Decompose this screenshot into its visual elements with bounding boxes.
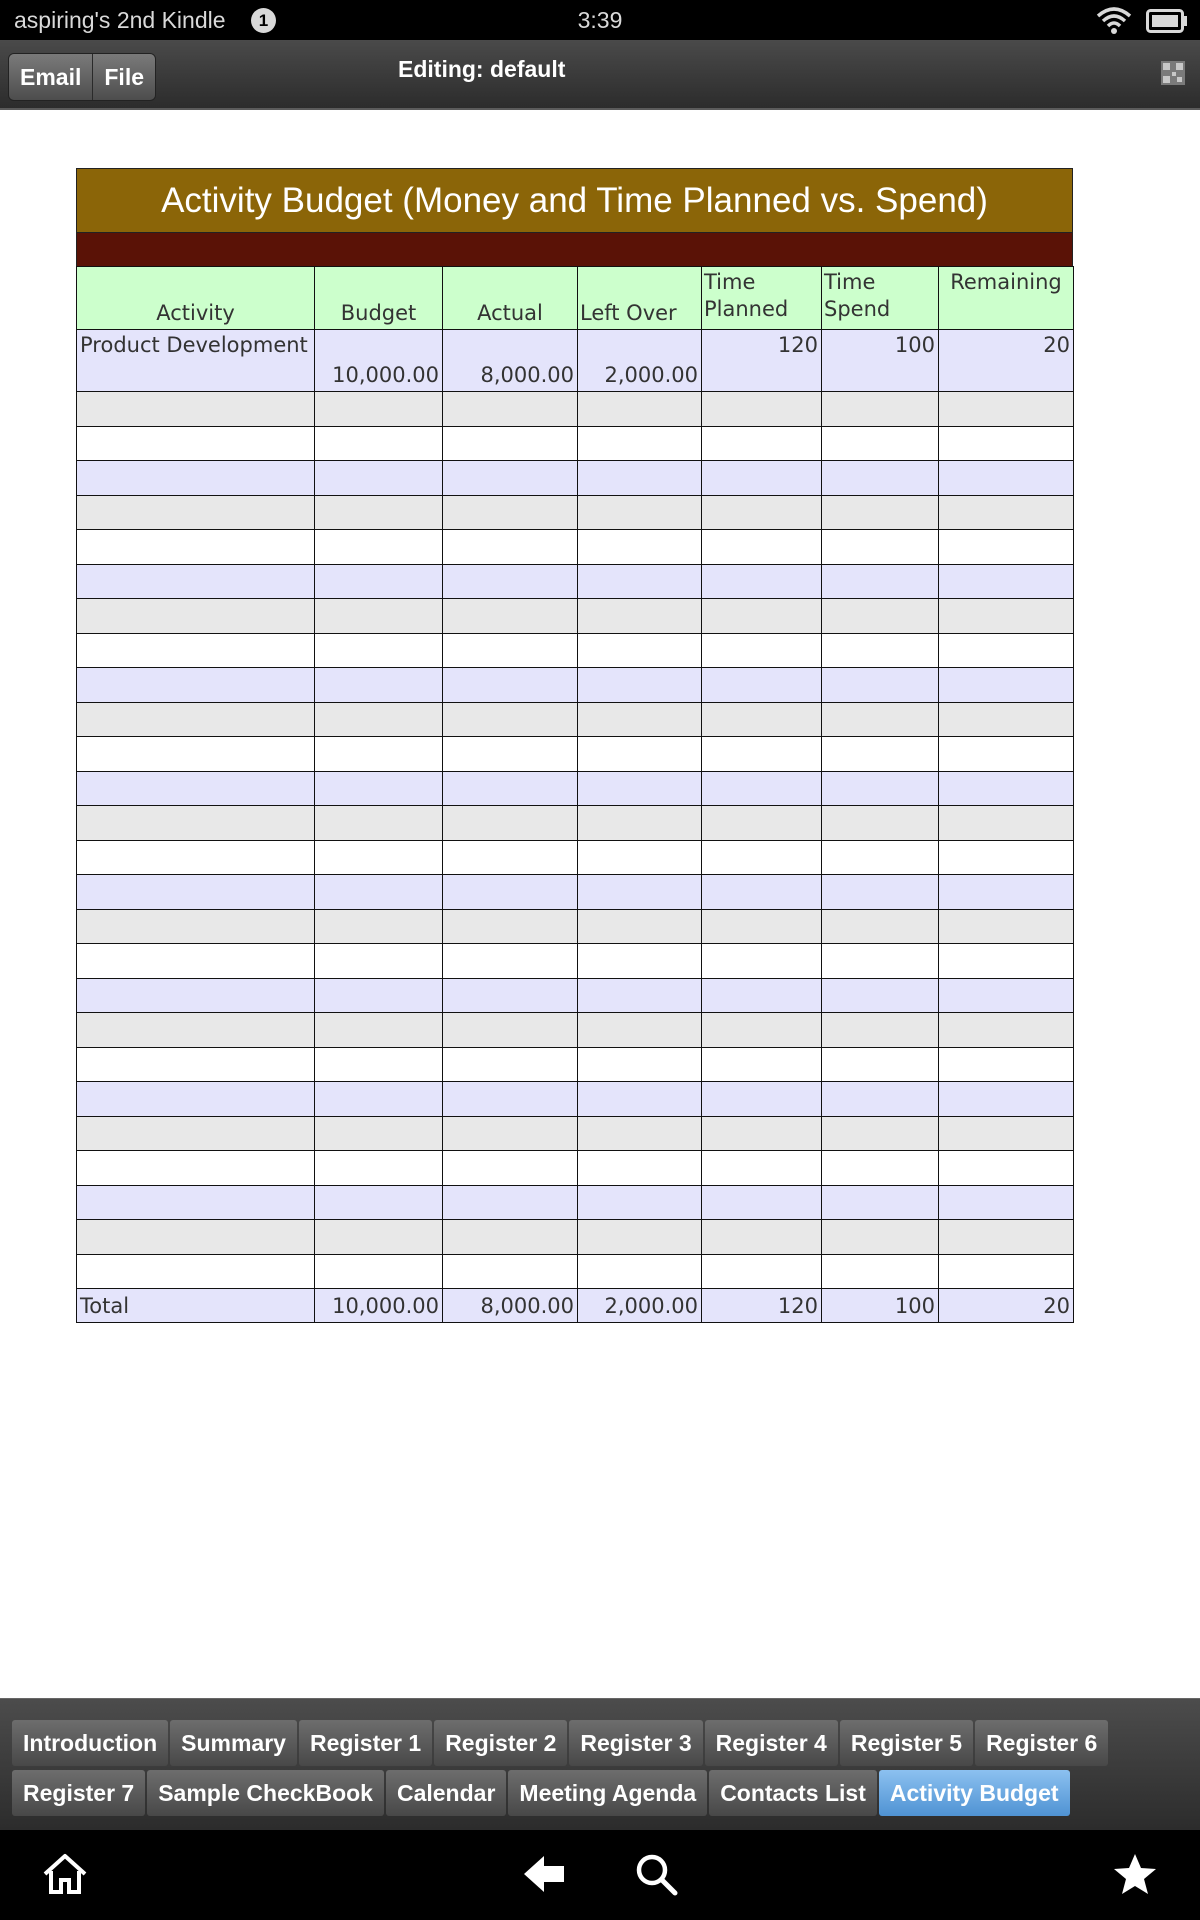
table-cell[interactable] [443, 1047, 578, 1082]
table-row [77, 599, 1074, 634]
table-cell[interactable] [443, 840, 578, 875]
table-cell[interactable] [315, 1185, 443, 1220]
search-icon[interactable] [634, 1852, 678, 1900]
table-cell[interactable] [315, 1220, 443, 1255]
table-cell[interactable] [443, 737, 578, 772]
table-cell[interactable] [77, 461, 315, 496]
table-cell[interactable] [939, 875, 1074, 910]
table-cell[interactable] [822, 771, 939, 806]
table-cell[interactable] [443, 944, 578, 979]
table-cell[interactable] [443, 1151, 578, 1186]
table-cell[interactable] [939, 806, 1074, 841]
table-cell[interactable] [702, 702, 822, 737]
table-cell[interactable] [939, 564, 1074, 599]
table-cell[interactable] [578, 806, 702, 841]
table-cell[interactable] [77, 944, 315, 979]
table-cell[interactable] [77, 840, 315, 875]
table-cell[interactable] [702, 909, 822, 944]
table-cell[interactable] [315, 461, 443, 496]
table-cell[interactable] [702, 495, 822, 530]
table-cell[interactable] [702, 771, 822, 806]
table-cell[interactable] [443, 633, 578, 668]
table-cell[interactable] [315, 737, 443, 772]
table-cell[interactable] [578, 1185, 702, 1220]
table-cell[interactable] [77, 599, 315, 634]
table-cell[interactable] [77, 1013, 315, 1048]
table-cell[interactable] [77, 495, 315, 530]
table-cell[interactable] [578, 633, 702, 668]
table-cell[interactable] [77, 737, 315, 772]
table-cell[interactable] [578, 668, 702, 703]
table-cell[interactable] [315, 1151, 443, 1186]
table-cell[interactable] [315, 1013, 443, 1048]
table-cell[interactable] [315, 909, 443, 944]
table-cell[interactable] [702, 1013, 822, 1048]
table-cell[interactable] [443, 1220, 578, 1255]
table-cell[interactable] [443, 426, 578, 461]
table-row [77, 461, 1074, 496]
sheet-tab[interactable]: Contacts List [709, 1770, 877, 1816]
table-cell[interactable]: Product Development [77, 330, 315, 392]
table-row [77, 668, 1074, 703]
table-cell[interactable] [578, 599, 702, 634]
column-header[interactable]: Budget [315, 267, 443, 330]
table-cell[interactable] [77, 1047, 315, 1082]
table-cell[interactable] [939, 1185, 1074, 1220]
table-cell[interactable] [939, 426, 1074, 461]
table-cell[interactable] [315, 495, 443, 530]
table-cell[interactable] [939, 737, 1074, 772]
table-cell[interactable] [939, 461, 1074, 496]
table-cell[interactable] [822, 564, 939, 599]
table-cell[interactable] [702, 530, 822, 565]
table-cell[interactable] [822, 1254, 939, 1289]
device-name: aspiring's 2nd Kindle [14, 7, 226, 33]
table-cell[interactable] [443, 564, 578, 599]
sheet-tab[interactable]: Summary [170, 1720, 297, 1766]
table-cell[interactable] [822, 1013, 939, 1048]
table-cell[interactable] [578, 1151, 702, 1186]
table-cell[interactable] [315, 530, 443, 565]
table-cell[interactable] [77, 1220, 315, 1255]
table-cell[interactable] [822, 530, 939, 565]
table-cell[interactable] [939, 771, 1074, 806]
table-cell[interactable] [443, 1185, 578, 1220]
table-row [77, 1151, 1074, 1186]
table-cell[interactable] [822, 599, 939, 634]
table-cell[interactable] [702, 668, 822, 703]
table-cell[interactable] [443, 1082, 578, 1117]
table-row [77, 944, 1074, 979]
table-cell[interactable] [822, 875, 939, 910]
table-cell[interactable] [315, 1116, 443, 1151]
sheet-tab[interactable]: Meeting Agenda [508, 1770, 707, 1816]
column-header[interactable]: Actual [443, 267, 578, 330]
budget-table [76, 266, 1074, 1323]
table-cell[interactable] [443, 1013, 578, 1048]
table-cell[interactable] [702, 737, 822, 772]
table-cell[interactable] [822, 1185, 939, 1220]
table-cell[interactable] [702, 633, 822, 668]
sheet-tab-bar [0, 1698, 1200, 1830]
table-row [77, 633, 1074, 668]
table-row [77, 495, 1074, 530]
table-cell[interactable] [822, 1047, 939, 1082]
table-header-row [77, 267, 1074, 330]
sheet-tab[interactable]: Calendar [386, 1770, 506, 1816]
table-cell[interactable] [578, 564, 702, 599]
table-row [77, 909, 1074, 944]
table-cell[interactable] [702, 978, 822, 1013]
table-cell[interactable] [578, 909, 702, 944]
table-cell[interactable] [77, 1116, 315, 1151]
table-row [77, 771, 1074, 806]
table-cell[interactable] [822, 1082, 939, 1117]
table-cell[interactable] [578, 1082, 702, 1117]
table-cell[interactable] [939, 1220, 1074, 1255]
table-row [77, 840, 1074, 875]
favorites-icon[interactable] [1112, 1852, 1158, 1900]
table-cell[interactable] [939, 392, 1074, 427]
table-cell[interactable] [443, 668, 578, 703]
tab-row [12, 1720, 1110, 1766]
back-icon[interactable] [522, 1852, 568, 1900]
table-cell[interactable] [578, 1047, 702, 1082]
table-cell[interactable]: 120 [702, 1289, 822, 1323]
table-cell[interactable] [702, 1185, 822, 1220]
table-cell[interactable] [77, 530, 315, 565]
title-bar [0, 40, 1200, 110]
column-header[interactable]: Remaining [939, 267, 1074, 330]
table-row [77, 737, 1074, 772]
table-cell[interactable] [443, 909, 578, 944]
table-cell[interactable] [315, 806, 443, 841]
table-cell[interactable] [77, 633, 315, 668]
table-cell[interactable] [702, 461, 822, 496]
table-cell[interactable] [702, 1116, 822, 1151]
table-cell[interactable] [578, 392, 702, 427]
table-cell[interactable] [822, 495, 939, 530]
table-cell[interactable] [315, 599, 443, 634]
table-cell[interactable] [443, 599, 578, 634]
table-row [77, 1116, 1074, 1151]
table-cell[interactable]: 8,000.00 [443, 1289, 578, 1323]
table-cell[interactable]: 2,000.00 [578, 330, 702, 392]
table-cell[interactable] [578, 702, 702, 737]
table-row [77, 1047, 1074, 1082]
table-cell[interactable]: Total [77, 1289, 315, 1323]
table-cell[interactable]: 2,000.00 [578, 1289, 702, 1323]
table-row [77, 564, 1074, 599]
table-cell[interactable] [939, 633, 1074, 668]
table-cell[interactable] [578, 495, 702, 530]
table-cell[interactable] [315, 392, 443, 427]
table-cell[interactable] [315, 944, 443, 979]
table-cell[interactable] [822, 944, 939, 979]
table-cell[interactable] [443, 1254, 578, 1289]
table-cell[interactable] [443, 1116, 578, 1151]
table-cell[interactable] [822, 978, 939, 1013]
table-row [77, 1082, 1074, 1117]
table-cell[interactable] [702, 840, 822, 875]
table-cell[interactable] [578, 1254, 702, 1289]
table-cell[interactable] [822, 737, 939, 772]
sheet-tab[interactable]: Sample CheckBook [147, 1770, 384, 1816]
table-cell[interactable] [939, 599, 1074, 634]
spreadsheet [76, 168, 1073, 1323]
table-cell[interactable] [77, 978, 315, 1013]
qr-code-icon[interactable] [1160, 60, 1186, 90]
notification-badge[interactable]: 1 [251, 8, 276, 33]
table-cell[interactable] [578, 426, 702, 461]
table-cell[interactable] [939, 1116, 1074, 1151]
table-cell[interactable] [77, 1082, 315, 1117]
table-cell[interactable] [822, 426, 939, 461]
table-cell[interactable]: 10,000.00 [315, 1289, 443, 1323]
table-cell[interactable] [315, 840, 443, 875]
table-cell[interactable] [702, 1082, 822, 1117]
table-cell[interactable] [939, 702, 1074, 737]
table-cell[interactable] [443, 461, 578, 496]
table-cell[interactable] [939, 840, 1074, 875]
column-header[interactable]: Time Spend [822, 267, 939, 330]
table-cell[interactable] [443, 530, 578, 565]
table-cell[interactable] [702, 564, 822, 599]
table-row [77, 978, 1074, 1013]
table-cell[interactable] [77, 392, 315, 427]
table-cell[interactable] [702, 392, 822, 427]
sheet-tab[interactable]: Register 3 [569, 1720, 702, 1766]
table-cell[interactable] [315, 426, 443, 461]
table-cell[interactable] [578, 875, 702, 910]
sheet-tab[interactable]: Activity Budget [879, 1770, 1070, 1816]
table-cell[interactable] [578, 1116, 702, 1151]
table-cell[interactable] [822, 461, 939, 496]
table-cell[interactable] [822, 633, 939, 668]
wifi-icon [1096, 6, 1132, 39]
table-cell[interactable] [443, 771, 578, 806]
table-cell[interactable] [77, 909, 315, 944]
table-cell[interactable] [939, 1151, 1074, 1186]
sheet-tab[interactable]: Register 2 [434, 1720, 567, 1766]
table-cell[interactable] [77, 1185, 315, 1220]
table-cell[interactable]: 8,000.00 [443, 330, 578, 392]
table-cell[interactable] [822, 392, 939, 427]
table-cell[interactable] [578, 530, 702, 565]
table-cell[interactable] [578, 1220, 702, 1255]
table-row [77, 1013, 1074, 1048]
table-cell[interactable] [77, 564, 315, 599]
table-cell[interactable] [77, 771, 315, 806]
table-cell[interactable] [822, 1220, 939, 1255]
email-button[interactable]: Email [9, 54, 93, 100]
title-button-group [8, 53, 156, 101]
table-row [77, 530, 1074, 565]
table-cell[interactable] [822, 840, 939, 875]
table-cell[interactable] [578, 771, 702, 806]
sheet-tab[interactable]: Register 7 [12, 1770, 145, 1816]
column-header[interactable]: Time Planned [702, 267, 822, 330]
table-cell[interactable] [939, 495, 1074, 530]
table-cell[interactable] [315, 875, 443, 910]
table-cell[interactable] [315, 978, 443, 1013]
sheet-tab[interactable]: Introduction [12, 1720, 168, 1766]
table-cell[interactable] [578, 840, 702, 875]
table-cell[interactable] [315, 564, 443, 599]
table-cell[interactable] [77, 668, 315, 703]
table-cell[interactable] [702, 1151, 822, 1186]
sheet-tab[interactable]: Register 6 [975, 1720, 1108, 1766]
table-cell[interactable]: 100 [822, 330, 939, 392]
tab-row [12, 1770, 1072, 1816]
table-cell[interactable] [77, 1254, 315, 1289]
table-row [77, 1220, 1074, 1255]
table-row [77, 1185, 1074, 1220]
table-cell[interactable] [822, 909, 939, 944]
table-cell[interactable] [578, 737, 702, 772]
table-row [77, 1254, 1074, 1289]
sheet-tab[interactable]: Register 5 [840, 1720, 973, 1766]
status-bar [0, 0, 1200, 40]
table-cell[interactable] [443, 875, 578, 910]
table-cell[interactable]: 10,000.00 [315, 330, 443, 392]
table-cell[interactable] [702, 944, 822, 979]
battery-icon [1146, 9, 1188, 38]
table-cell[interactable] [702, 1254, 822, 1289]
table-cell[interactable] [315, 702, 443, 737]
sheet-title[interactable]: Activity Budget (Money and Time Planned vs. Spend) [76, 168, 1073, 233]
table-cell[interactable] [443, 702, 578, 737]
table-cell[interactable] [939, 978, 1074, 1013]
table-cell[interactable] [939, 668, 1074, 703]
table-row [77, 392, 1074, 427]
table-cell[interactable] [702, 875, 822, 910]
table-cell[interactable] [77, 875, 315, 910]
table-cell[interactable] [315, 771, 443, 806]
sheet-title-band[interactable] [76, 233, 1073, 266]
table-cell[interactable] [77, 806, 315, 841]
home-icon[interactable] [42, 1852, 88, 1900]
editing-title: Editing: default [398, 56, 566, 82]
table-row [77, 875, 1074, 910]
table-row [77, 702, 1074, 737]
table-cell[interactable] [822, 806, 939, 841]
table-cell[interactable]: 100 [822, 1289, 939, 1323]
table-cell[interactable] [822, 702, 939, 737]
file-button[interactable]: File [93, 54, 155, 100]
table-cell[interactable] [77, 702, 315, 737]
table-cell[interactable] [578, 944, 702, 979]
table-row [77, 330, 1074, 392]
table-cell[interactable] [939, 1013, 1074, 1048]
table-cell[interactable] [822, 668, 939, 703]
column-header[interactable]: Activity [77, 267, 315, 330]
table-cell[interactable] [702, 1220, 822, 1255]
table-cell[interactable] [443, 392, 578, 427]
table-cell[interactable] [315, 1082, 443, 1117]
table-cell[interactable] [939, 1254, 1074, 1289]
table-cell[interactable] [702, 806, 822, 841]
table-cell[interactable] [443, 495, 578, 530]
table-cell[interactable] [939, 1082, 1074, 1117]
table-cell[interactable] [443, 806, 578, 841]
table-cell[interactable] [315, 1254, 443, 1289]
table-cell[interactable] [939, 909, 1074, 944]
table-row [77, 806, 1074, 841]
table-cell[interactable]: 120 [702, 330, 822, 392]
table-row [77, 426, 1074, 461]
status-time: 3:39 [577, 7, 623, 33]
table-cell[interactable] [939, 1047, 1074, 1082]
table-cell[interactable] [77, 426, 315, 461]
table-cell[interactable] [702, 599, 822, 634]
table-cell[interactable] [702, 1047, 822, 1082]
table-cell[interactable] [315, 633, 443, 668]
sheet-tab[interactable]: Register 4 [705, 1720, 838, 1766]
table-cell[interactable] [578, 461, 702, 496]
table-cell[interactable] [939, 944, 1074, 979]
table-cell[interactable] [578, 978, 702, 1013]
table-cell[interactable]: 20 [939, 330, 1074, 392]
table-cell[interactable] [315, 1047, 443, 1082]
navigation-bar [0, 1830, 1200, 1920]
total-row [77, 1289, 1074, 1323]
table-cell[interactable] [77, 1151, 315, 1186]
table-cell[interactable] [315, 668, 443, 703]
table-cell[interactable]: 20 [939, 1289, 1074, 1323]
column-header[interactable]: Left Over [578, 267, 702, 330]
sheet-tab[interactable]: Register 1 [299, 1720, 432, 1766]
table-cell[interactable] [822, 1116, 939, 1151]
table-cell[interactable] [702, 426, 822, 461]
table-cell[interactable] [939, 530, 1074, 565]
table-cell[interactable] [822, 1151, 939, 1186]
table-cell[interactable] [578, 1013, 702, 1048]
table-cell[interactable] [443, 978, 578, 1013]
